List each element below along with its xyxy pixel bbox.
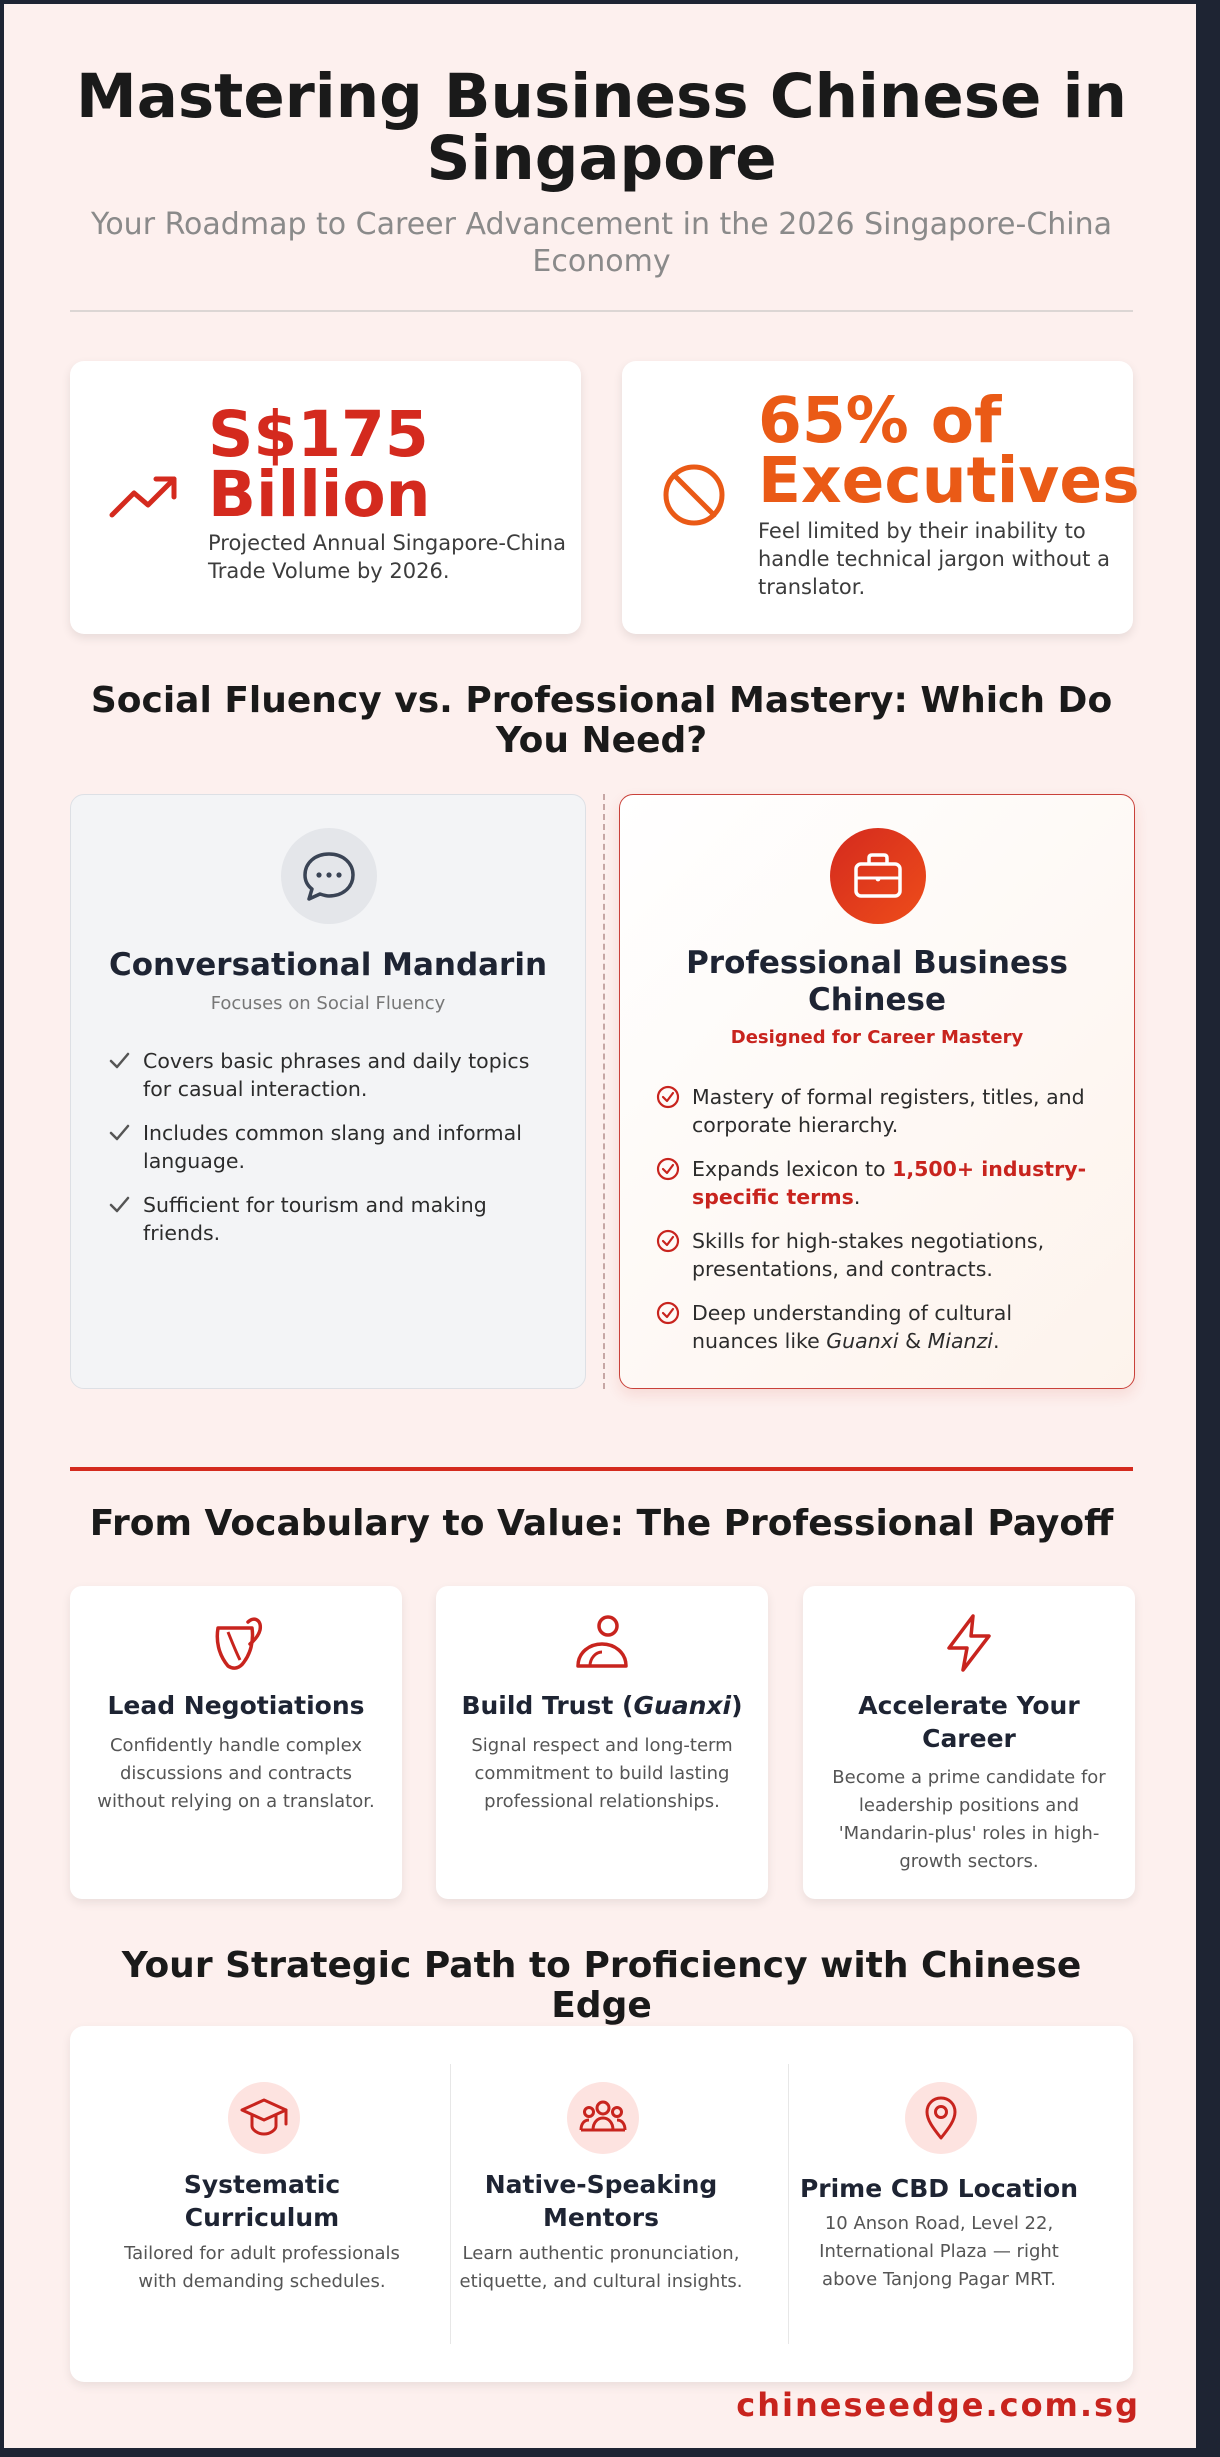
check-circle-icon <box>656 1085 680 1109</box>
stat-card-executives <box>622 361 1140 634</box>
card-title: Conversational Mandarin <box>108 947 548 983</box>
card-title: Lead Negotiations <box>107 1691 365 1720</box>
path-item-location <box>769 2026 1109 2382</box>
stat-description: Projected Annual Singapore-China Trade Volume by 2026. <box>208 531 566 583</box>
check-circle-icon <box>656 1301 680 1325</box>
path-item-text: 10 Anson Road, Level 22, International Plaza — right above Tanjong Pagar MRT. <box>819 2213 1059 2290</box>
payoff-heading: From Vocabulary to Value: The Professional Payoff <box>89 1503 1114 1544</box>
path-item-text: Learn authentic pronunciation, etiquette, and cultural insights. <box>459 2243 743 2292</box>
stat-card-trade-volume <box>70 361 581 634</box>
path-item-curriculum <box>92 2026 432 2382</box>
person-trust-icon <box>572 1612 632 1674</box>
chat-circle <box>281 828 377 924</box>
list-item: Covers basic phrases and daily topics for casual interaction. <box>107 1047 555 1103</box>
prohibited-icon <box>660 461 728 529</box>
check-icon <box>107 1049 131 1073</box>
card-text: Become a prime candidate for leadership positions and 'Mandarin-plus' roles in high-growth sectors. <box>832 1767 1106 1872</box>
card-title: Professional Business Chinese <box>686 945 1068 1018</box>
payoff-card-career <box>803 1586 1135 1899</box>
briefcase-circle <box>830 828 926 924</box>
lightning-icon <box>939 1612 999 1674</box>
comparison-divider <box>603 794 605 1389</box>
professional-business-chinese-card <box>619 794 1135 1389</box>
path-item-title: Prime CBD Location <box>799 2174 1079 2203</box>
highlight-term: 1,500+ industry-specific terms <box>692 1157 1087 1209</box>
briefcase-icon <box>830 828 926 924</box>
footer-url[interactable]: chineseedge.com.sg <box>736 2386 1140 2424</box>
card-title: Build Trust (Guanxi) <box>461 1691 743 1720</box>
list-item: Mastery of formal registers, titles, and corporate hierarchy. <box>656 1083 1104 1139</box>
card-tagline: Designed for Career Mastery <box>730 1027 1024 1048</box>
list-item: Includes common slang and informal language. <box>107 1119 555 1175</box>
card-tagline: Focuses on Social Fluency <box>210 993 446 1014</box>
stat-value: S$175 Billion <box>208 398 431 531</box>
card-text: Confidently handle complex discussions and contracts without relying on a translator. <box>97 1735 375 1812</box>
path-item-mentors <box>431 2026 771 2382</box>
comparison-heading: Social Fluency vs. Professional Mastery: Which Do You Need? <box>90 680 1113 761</box>
list-item: Skills for high-stakes negotiations, presentations, and contracts. <box>656 1227 1104 1283</box>
list-item: Sufficient for tourism and making friends. <box>107 1191 555 1247</box>
header-divider <box>70 310 1133 312</box>
people-group-icon <box>567 2082 639 2154</box>
graduation-cap-icon <box>228 2082 300 2154</box>
section-divider <box>70 1467 1133 1471</box>
conversational-mandarin-card <box>70 794 586 1389</box>
check-icon <box>107 1193 131 1217</box>
handshake-icon <box>206 1612 266 1674</box>
location-pin-icon <box>905 2082 977 2154</box>
chat-bubble-icon <box>281 828 377 924</box>
check-circle-icon <box>656 1229 680 1253</box>
stat-value: 65% of Executives <box>758 384 1140 517</box>
proficiency-path-panel <box>70 2026 1133 2382</box>
payoff-card-trust <box>436 1586 768 1899</box>
card-text: Signal respect and long-term commitment to build lasting professional relationships. <box>471 1735 733 1812</box>
card-title: Accelerate Your Career <box>858 1691 1080 1753</box>
path-item-title: Native-Speaking Mentors <box>484 2170 718 2232</box>
payoff-card-negotiations <box>70 1586 402 1899</box>
check-icon <box>107 1121 131 1145</box>
page-subtitle: Your Roadmap to Career Advancement in the 2026 Singapore-China Economy <box>90 207 1113 279</box>
path-heading: Your Strategic Path to Proficiency with Chinese Edge <box>121 1945 1082 2026</box>
list-item: Deep understanding of cultural nuances like Guanxi & Mianzi. <box>656 1299 1104 1355</box>
infographic-page <box>3 3 1197 2449</box>
stat-description: Feel limited by their inability to handle technical jargon without a translator. <box>758 519 1110 599</box>
check-circle-icon <box>656 1157 680 1181</box>
path-item-text: Tailored for adult professionals with demanding schedules. <box>124 2243 400 2292</box>
path-item-title: Systematic Curriculum <box>183 2170 341 2232</box>
list-item: Expands lexicon to 1,500+ industry-specific terms. <box>656 1155 1104 1211</box>
trending-up-icon <box>108 471 180 521</box>
page-title: Mastering Business Chinese in Singapore <box>76 61 1127 194</box>
